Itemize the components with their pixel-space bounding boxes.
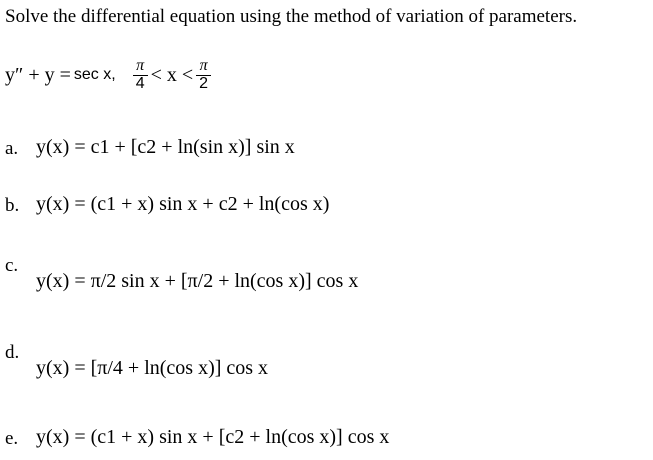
equation-rhs: sec x,	[73, 66, 116, 84]
option-e-label[interactable]: e.	[5, 428, 19, 449]
option-e-text: y(x) = (c1 + x) sin x + [c2 + ln(cos x)] cos x	[36, 426, 390, 448]
given-equation	[5, 58, 214, 93]
option-c-formula[interactable]	[36, 270, 358, 293]
upper-bound-fraction: $\frac{\pi}{2}$	[196, 58, 211, 93]
option-e-formula[interactable]	[36, 426, 389, 449]
option-d-formula[interactable]	[36, 357, 268, 380]
option-d-text: y(x) = [π/4 + ln(cos x)] cos x	[36, 357, 269, 379]
option-a-formula[interactable]	[36, 136, 295, 159]
question-text: Solve the differential equation using the method of variation of parameters.	[5, 6, 578, 27]
option-c-label[interactable]: c.	[5, 255, 19, 276]
option-b-label[interactable]: b.	[5, 195, 20, 216]
option-d-label[interactable]: d.	[5, 342, 20, 363]
option-c-text: y(x) = π/2 sin x + [π/2 + ln(cos x)] cos x	[36, 270, 359, 292]
equation-lhs: y″ + y =	[5, 63, 71, 86]
option-b-formula[interactable]	[36, 193, 329, 216]
option-a-label[interactable]: a.	[5, 138, 19, 159]
option-b-text: y(x) = (c1 + x) sin x + c2 + ln(cos x)	[36, 193, 330, 215]
inequality: < x <	[150, 63, 194, 86]
option-a-text: y(x) = c1 + [c2 + ln(sin x)] sin x	[36, 136, 295, 158]
lower-bound-fraction: $\frac{\pi}{4}$	[133, 58, 148, 93]
